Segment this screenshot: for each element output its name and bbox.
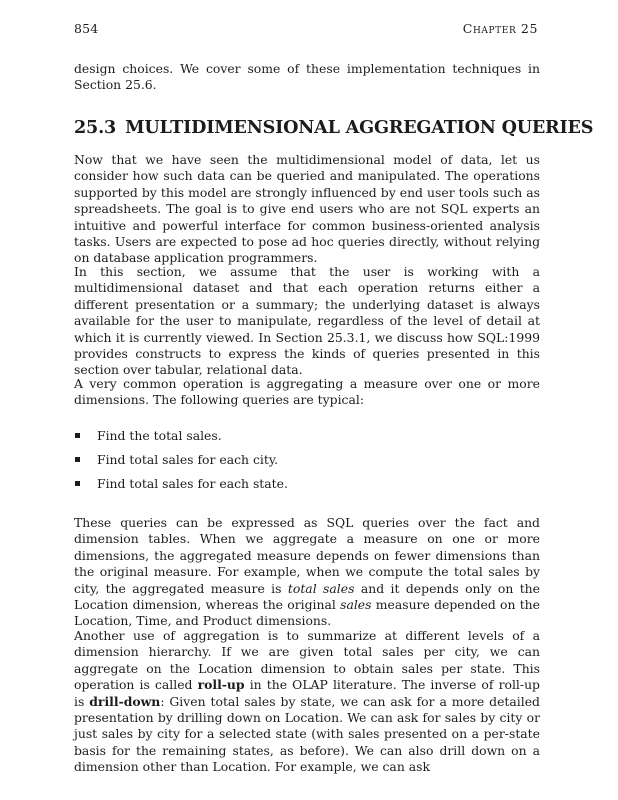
list-item (74, 428, 540, 452)
section-heading (74, 117, 594, 138)
chapter-running-head: Chapter 25 (462, 21, 538, 36)
typical-queries-list (74, 428, 540, 500)
term-sales: sales (340, 597, 372, 613)
paragraph-1: Now that we have seen the multidimensional model of data, let us consider how such data can be queried and manipulated. The operations supported by this model are strongly influenced by end user tools such as spreadsheets. The goal is to give end users who are not SQL experts an intuitive and powerful interface for common business-oriented analysis tasks. Users are expected to pose ad hoc queries directly, without relying on database application programmers. (74, 152, 540, 266)
paragraph-5-text-b: in the OLAP literature. The inverse of roll-up is (74, 677, 540, 709)
square-bullet-icon (75, 457, 80, 462)
term-total-sales: total sales (287, 580, 355, 596)
list-item (74, 452, 540, 476)
list-item (74, 476, 540, 500)
paragraph-5 (74, 628, 540, 776)
paragraph-5-text-c: : Given total sales by state, we can ask for a more detailed presentation by drilling down on Location. We can ask for sales by city or just sales by city for a selected state (with sales presented on a per-state basis for the remaining states, as before). We can also drill down on a dimension other than Location. For example, we can ask (74, 693, 540, 775)
paragraph-4-text-b: and it depends only on the Location dimension, whereas the original (74, 580, 540, 613)
list-item-text: Find the total sales. (97, 428, 222, 443)
page-number: 854 (74, 21, 99, 36)
intro-fragment: design choices. We cover some of these implementation techniques in Section 25.6. (74, 61, 540, 93)
list-item-text: Find total sales for each city. (97, 452, 279, 467)
section-number: 25.3 (74, 117, 117, 138)
term-roll-up: roll-up (197, 677, 245, 693)
paragraph-4-text-a: These queries can be expressed as SQL queries over the fact and dimension tables. When we aggregate a measure on one or more dimensions, the aggregated measure depends on fewer dimensions than the original measure. For example, when we compute the total sales by city, the aggregated measure is (74, 515, 540, 596)
paragraph-4 (74, 515, 540, 630)
list-item-text: Find total sales for each state. (97, 476, 288, 491)
square-bullet-icon (75, 433, 80, 438)
paragraph-5-text-a: Another use of aggregation is to summarize at different levels of a dimension hierarchy. If we are given total sales per city, we can aggregate on the Location dimension to obtain sales per state. This operation is called (74, 628, 540, 693)
section-title: MULTIDIMENSIONAL AGGREGATION QUERIES (125, 117, 594, 138)
term-drill-down: drill-down (89, 693, 161, 709)
square-bullet-icon (75, 481, 80, 486)
paragraph-2: In this section, we assume that the user is working with a multidimensional dataset and that each operation returns either a different presentation or a summary; the underlying dataset is always available for the user to manipulate, regardless of the level of detail at which it is currently viewed. In Section 25.3.1, we discuss how SQL:1999 provides constructs to express the kinds of queries presented in this section over tabular, relational data. (74, 264, 540, 378)
paragraph-3: A very common operation is aggregating a measure over one or more dimensions. The following queries are typical: (74, 376, 540, 408)
paragraph-4-text-c: measure depended on the Location, Time, and Product dimensions. (74, 597, 540, 629)
